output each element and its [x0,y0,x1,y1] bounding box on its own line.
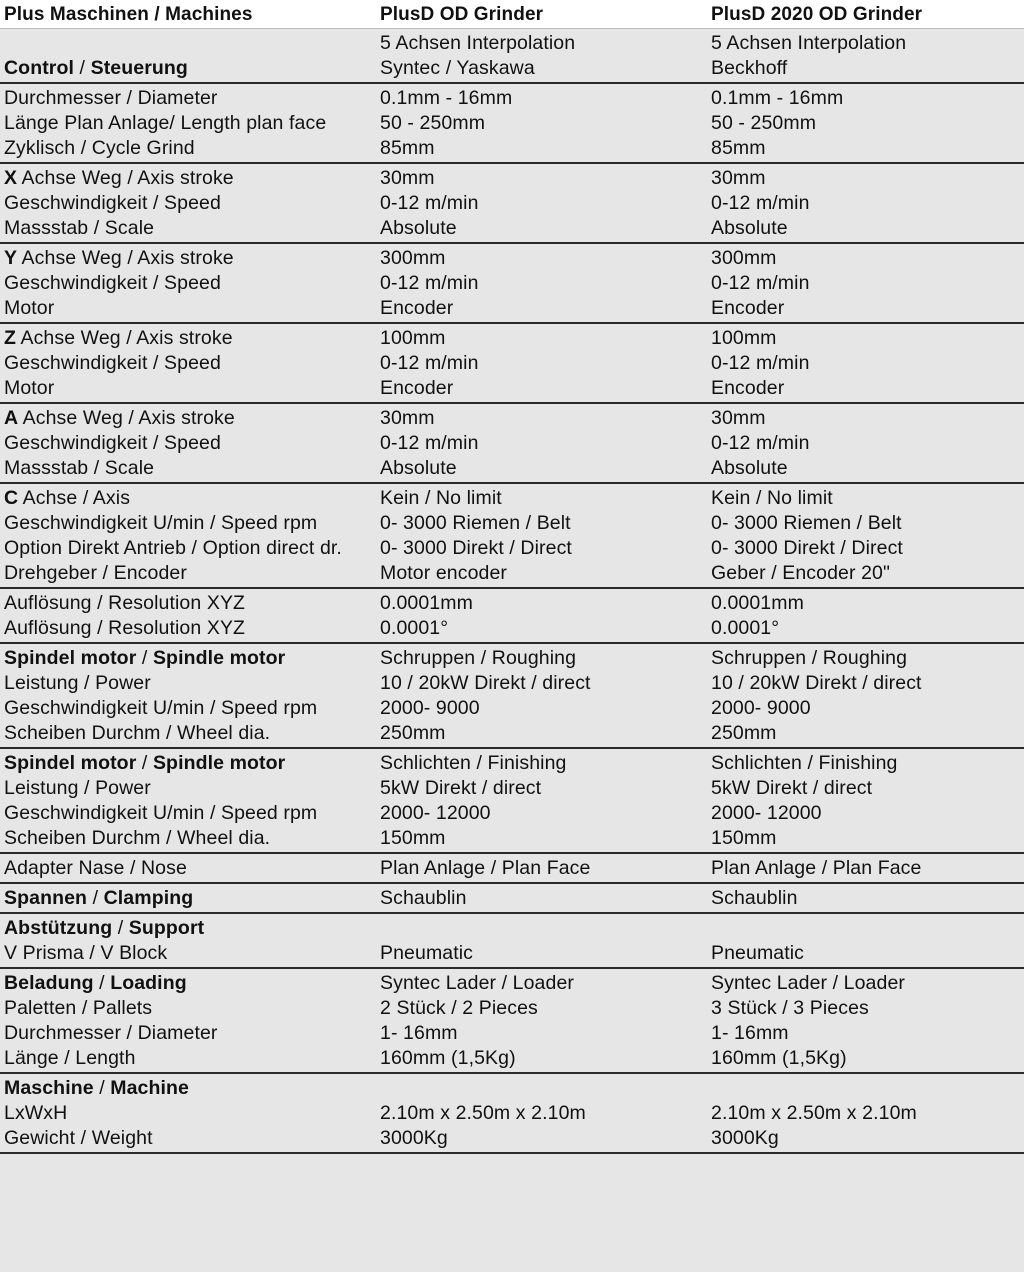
value-plusd-2020-od-grinder: 5kW Direkt / direct [711,777,873,799]
label-part: Beladung [4,972,94,994]
value-plusd-2020-od-grinder: Schaublin [711,887,798,909]
row-label [0,31,376,56]
row-label [0,941,376,966]
table-row [0,536,1024,561]
table-row [0,1076,1024,1101]
row-label [0,996,376,1021]
table-row [0,776,1024,801]
label-part: Leistung / Power [4,672,151,694]
row-label [0,136,376,161]
table-row [0,696,1024,721]
value-plusd-od-grinder: Syntec Lader / Loader [380,972,574,994]
value-plusd-2020-od-grinder: Schruppen / Roughing [711,647,908,669]
spec-group [0,969,1024,1074]
value-plusd-od-grinder: Encoder [380,377,454,399]
row-label [0,246,376,271]
table-row [0,296,1024,321]
value-plusd-od-grinder: 10 / 20kW Direkt / direct [380,672,591,694]
value-plusd-2020-od-grinder: Beckhoff [711,57,788,79]
value-plusd-od-grinder: 2.10m x 2.50m x 2.10m [380,1102,586,1124]
value-plusd-od-grinder: 0.0001mm [380,592,473,614]
table-row [0,1101,1024,1126]
table-row [0,616,1024,641]
row-label [0,801,376,826]
value-plusd-od-grinder: 0-12 m/min [380,352,479,374]
value-plusd-od-grinder: 0.0001° [380,617,449,639]
label-part: Länge Plan Anlage/ Length plan face [4,112,327,134]
label-part: Loading [110,972,187,994]
value-plusd-2020-od-grinder [707,1076,1024,1101]
row-label [0,671,376,696]
value-plusd-2020-od-grinder: Encoder [711,377,785,399]
row-label [0,1101,376,1126]
spec-groups [0,29,1024,1154]
row-label [0,616,376,641]
label-part: Massstab / Scale [4,217,155,239]
label-part: A [4,407,19,429]
table-row [0,31,1024,56]
value-plusd-2020-od-grinder: 300mm [711,247,777,269]
label-part: Clamping [103,887,194,909]
row-label [0,721,376,746]
value-plusd-2020-od-grinder: 50 - 250mm [711,112,817,134]
table-row [0,1126,1024,1151]
row-label [0,326,376,351]
row-label [0,856,376,881]
row-label [0,1126,376,1151]
label-part: Länge / Length [4,1047,136,1069]
label-part: Achse Weg / Axis stroke [17,247,234,269]
value-plusd-2020-od-grinder: 0.1mm - 16mm [711,87,844,109]
row-label [0,776,376,801]
label-part: Spindel motor [4,752,137,774]
value-plusd-2020-od-grinder: Pneumatic [711,942,805,964]
row-label [0,751,376,776]
spec-group [0,164,1024,244]
label-part: Auflösung / Resolution XYZ [4,592,246,614]
label-part: Geschwindigkeit U/min / Speed rpm [4,802,318,824]
value-plusd-2020-od-grinder: Absolute [711,457,788,479]
table-row [0,271,1024,296]
table-row [0,646,1024,671]
table-row [0,351,1024,376]
spec-group [0,884,1024,914]
value-plusd-od-grinder: 5kW Direkt / direct [380,777,542,799]
label-part: Gewicht / Weight [4,1127,153,1149]
label-part: Drehgeber / Encoder [4,562,187,584]
value-plusd-2020-od-grinder: 0-12 m/min [711,352,810,374]
value-plusd-2020-od-grinder: 1- 16mm [711,1022,789,1044]
row-label [0,1021,376,1046]
value-plusd-2020-od-grinder [707,916,1024,941]
label-part: Spannen [4,887,88,909]
value-plusd-od-grinder: 160mm (1,5Kg) [380,1047,516,1069]
row-label [0,561,376,586]
row-label [0,191,376,216]
table-row [0,826,1024,851]
row-label [0,591,376,616]
value-plusd-od-grinder: Absolute [380,217,457,239]
value-plusd-od-grinder: 1- 16mm [380,1022,458,1044]
value-plusd-2020-od-grinder: Encoder [711,297,785,319]
label-part: Spindle motor [152,752,286,774]
value-plusd-2020-od-grinder: 0- 3000 Riemen / Belt [711,512,902,534]
value-plusd-2020-od-grinder: 3 Stück / 3 Pieces [711,997,869,1019]
value-plusd-2020-od-grinder: 0.0001mm [711,592,804,614]
row-label [0,296,376,321]
label-part: Geschwindigkeit U/min / Speed rpm [4,697,318,719]
label-part: Achse Weg / Axis stroke [18,407,235,429]
label-part: Achse Weg / Axis stroke [17,167,234,189]
value-plusd-2020-od-grinder: 0.0001° [711,617,780,639]
table-row [0,996,1024,1021]
value-plusd-od-grinder: 250mm [380,722,446,744]
value-plusd-2020-od-grinder: Absolute [711,217,788,239]
label-part: Massstab / Scale [4,457,155,479]
label-part: Y [4,247,18,269]
row-label [0,826,376,851]
label-part: / [87,887,104,909]
label-part: Paletten / Pallets [4,997,153,1019]
value-plusd-od-grinder: 0-12 m/min [380,192,479,214]
label-part: C [4,487,19,509]
table-row [0,191,1024,216]
value-plusd-od-grinder: 0- 3000 Riemen / Belt [380,512,571,534]
table-row [0,971,1024,996]
value-plusd-od-grinder: 2000- 12000 [380,802,491,824]
table-row [0,431,1024,456]
label-part: Steuerung [90,57,188,79]
value-plusd-od-grinder: 2 Stück / 2 Pieces [380,997,538,1019]
label-part: Maschine [4,1077,94,1099]
value-plusd-2020-od-grinder: 250mm [711,722,777,744]
spec-group [0,324,1024,404]
label-part: Zyklisch / Cycle Grind [4,137,195,159]
row-label [0,406,376,431]
value-plusd-2020-od-grinder: 0-12 m/min [711,272,810,294]
value-plusd-od-grinder: 2000- 9000 [380,697,480,719]
header-plusd-2020-od-grinder: PlusD 2020 OD Grinder [711,3,923,25]
row-label [0,376,376,401]
label-part: Achse / Axis [18,487,131,509]
label-part: Auflösung / Resolution XYZ [4,617,246,639]
table-row [0,591,1024,616]
table-row [0,486,1024,511]
row-label [0,916,376,941]
row-label [0,486,376,511]
label-part: Control [4,57,75,79]
label-part: / [112,917,129,939]
row-label [0,111,376,136]
label-part: LxWxH [4,1102,68,1124]
value-plusd-2020-od-grinder: 85mm [711,137,766,159]
label-part: / [74,57,91,79]
value-plusd-od-grinder: 0- 3000 Direkt / Direct [380,537,572,559]
table-row [0,1021,1024,1046]
value-plusd-2020-od-grinder: Geber / Encoder 20" [711,562,891,584]
label-part: Scheiben Durchm / Wheel dia. [4,722,271,744]
row-label [0,86,376,111]
spec-group [0,29,1024,84]
label-part: V Prisma / V Block [4,942,168,964]
value-plusd-od-grinder: 5 Achsen Interpolation [380,32,576,54]
value-plusd-od-grinder: Motor encoder [380,562,508,584]
value-plusd-od-grinder: 150mm [380,827,446,849]
value-plusd-od-grinder: Pneumatic [380,942,474,964]
value-plusd-2020-od-grinder: 3000Kg [711,1127,779,1149]
table-row [0,916,1024,941]
table-row [0,801,1024,826]
value-plusd-2020-od-grinder: 10 / 20kW Direkt / direct [711,672,922,694]
label-part: Scheiben Durchm / Wheel dia. [4,827,271,849]
row-label [0,1046,376,1071]
table-row [0,721,1024,746]
value-plusd-od-grinder: Schruppen / Roughing [380,647,577,669]
spec-group [0,914,1024,969]
label-part: Geschwindigkeit / Speed [4,432,221,454]
spec-group [0,749,1024,854]
table-row [0,406,1024,431]
row-label [0,886,376,911]
table-row [0,751,1024,776]
value-plusd-2020-od-grinder: Kein / No limit [711,487,833,509]
value-plusd-2020-od-grinder: 30mm [711,407,766,429]
row-label [0,166,376,191]
spec-group [0,854,1024,884]
table-row [0,456,1024,481]
table-row [0,86,1024,111]
label-part: Machine [110,1077,189,1099]
table-row [0,1046,1024,1071]
value-plusd-od-grinder: 30mm [380,167,435,189]
row-label [0,456,376,481]
value-plusd-od-grinder: 85mm [380,137,435,159]
table-row [0,56,1024,81]
table-header [0,0,1024,29]
table-row [0,216,1024,241]
value-plusd-od-grinder [376,916,707,941]
table-row [0,326,1024,351]
value-plusd-2020-od-grinder: 150mm [711,827,777,849]
value-plusd-od-grinder: Schaublin [380,887,467,909]
value-plusd-od-grinder: Plan Anlage / Plan Face [380,857,591,879]
row-label [0,1076,376,1101]
row-label [0,696,376,721]
spec-group [0,404,1024,484]
label-part: Motor [4,297,55,319]
row-label [0,271,376,296]
label-part: Option Direkt Antrieb / Option direct dr. [4,537,342,559]
label-part: Durchmesser / Diameter [4,1022,218,1044]
value-plusd-2020-od-grinder: 160mm (1,5Kg) [711,1047,847,1069]
row-label [0,971,376,996]
value-plusd-2020-od-grinder: 0-12 m/min [711,192,810,214]
row-label [0,56,376,81]
value-plusd-2020-od-grinder: 2000- 12000 [711,802,822,824]
value-plusd-od-grinder [376,1076,707,1101]
label-part: Abstützung [4,917,113,939]
table-row [0,671,1024,696]
row-label [0,536,376,561]
label-part: X [4,167,18,189]
value-plusd-2020-od-grinder: Plan Anlage / Plan Face [711,857,922,879]
value-plusd-2020-od-grinder: 0- 3000 Direkt / Direct [711,537,903,559]
label-part: Durchmesser / Diameter [4,87,218,109]
table-row [0,111,1024,136]
label-part: / [136,752,153,774]
label-part: Support [128,917,205,939]
table-row [0,856,1024,881]
value-plusd-od-grinder: 3000Kg [380,1127,448,1149]
spec-group [0,244,1024,324]
label-part: Geschwindigkeit / Speed [4,272,221,294]
value-plusd-2020-od-grinder: Schlichten / Finishing [711,752,898,774]
value-plusd-2020-od-grinder: 100mm [711,327,777,349]
label-part: Adapter Nase / Nose [4,857,187,879]
table-row [0,376,1024,401]
value-plusd-od-grinder: 50 - 250mm [380,112,486,134]
label-part: / [136,647,153,669]
label-part: Motor [4,377,55,399]
label-part: Z [4,327,17,349]
value-plusd-od-grinder: 30mm [380,407,435,429]
value-plusd-2020-od-grinder: 2000- 9000 [711,697,811,719]
spec-group [0,84,1024,164]
table-row [0,136,1024,161]
value-plusd-2020-od-grinder: 5 Achsen Interpolation [711,32,907,54]
row-label [0,351,376,376]
value-plusd-od-grinder: Encoder [380,297,454,319]
header-machines: Plus Maschinen / Machines [4,3,253,25]
row-label [0,646,376,671]
table-row [0,166,1024,191]
label-part: / [93,1077,111,1099]
label-part: Geschwindigkeit / Speed [4,192,221,214]
label-part: Spindel motor [4,647,137,669]
row-label [0,431,376,456]
value-plusd-od-grinder: Syntec / Yaskawa [380,57,535,79]
table-row [0,941,1024,966]
label-part: Achse Weg / Axis stroke [16,327,233,349]
value-plusd-od-grinder: 0.1mm - 16mm [380,87,513,109]
spec-group [0,1074,1024,1154]
header-plusd-od-grinder: PlusD OD Grinder [380,3,544,25]
table-row [0,561,1024,586]
spec-group [0,644,1024,749]
label-part: Geschwindigkeit / Speed [4,352,221,374]
spec-group [0,484,1024,589]
table-row [0,886,1024,911]
value-plusd-od-grinder: 300mm [380,247,446,269]
value-plusd-od-grinder: Kein / No limit [380,487,502,509]
label-part: Geschwindigkeit U/min / Speed rpm [4,512,318,534]
table-row [0,511,1024,536]
value-plusd-2020-od-grinder: 0-12 m/min [711,432,810,454]
value-plusd-od-grinder: Schlichten / Finishing [380,752,567,774]
row-label [0,216,376,241]
value-plusd-od-grinder: 0-12 m/min [380,432,479,454]
value-plusd-od-grinder: Absolute [380,457,457,479]
spec-group [0,589,1024,644]
label-part: / [93,972,111,994]
table-row [0,246,1024,271]
value-plusd-2020-od-grinder: 2.10m x 2.50m x 2.10m [711,1102,917,1124]
value-plusd-2020-od-grinder: Syntec Lader / Loader [711,972,905,994]
label-part: Leistung / Power [4,777,151,799]
row-label [0,511,376,536]
value-plusd-od-grinder: 0-12 m/min [380,272,479,294]
value-plusd-od-grinder: 100mm [380,327,446,349]
value-plusd-2020-od-grinder: 30mm [711,167,766,189]
label-part: Spindle motor [152,647,286,669]
